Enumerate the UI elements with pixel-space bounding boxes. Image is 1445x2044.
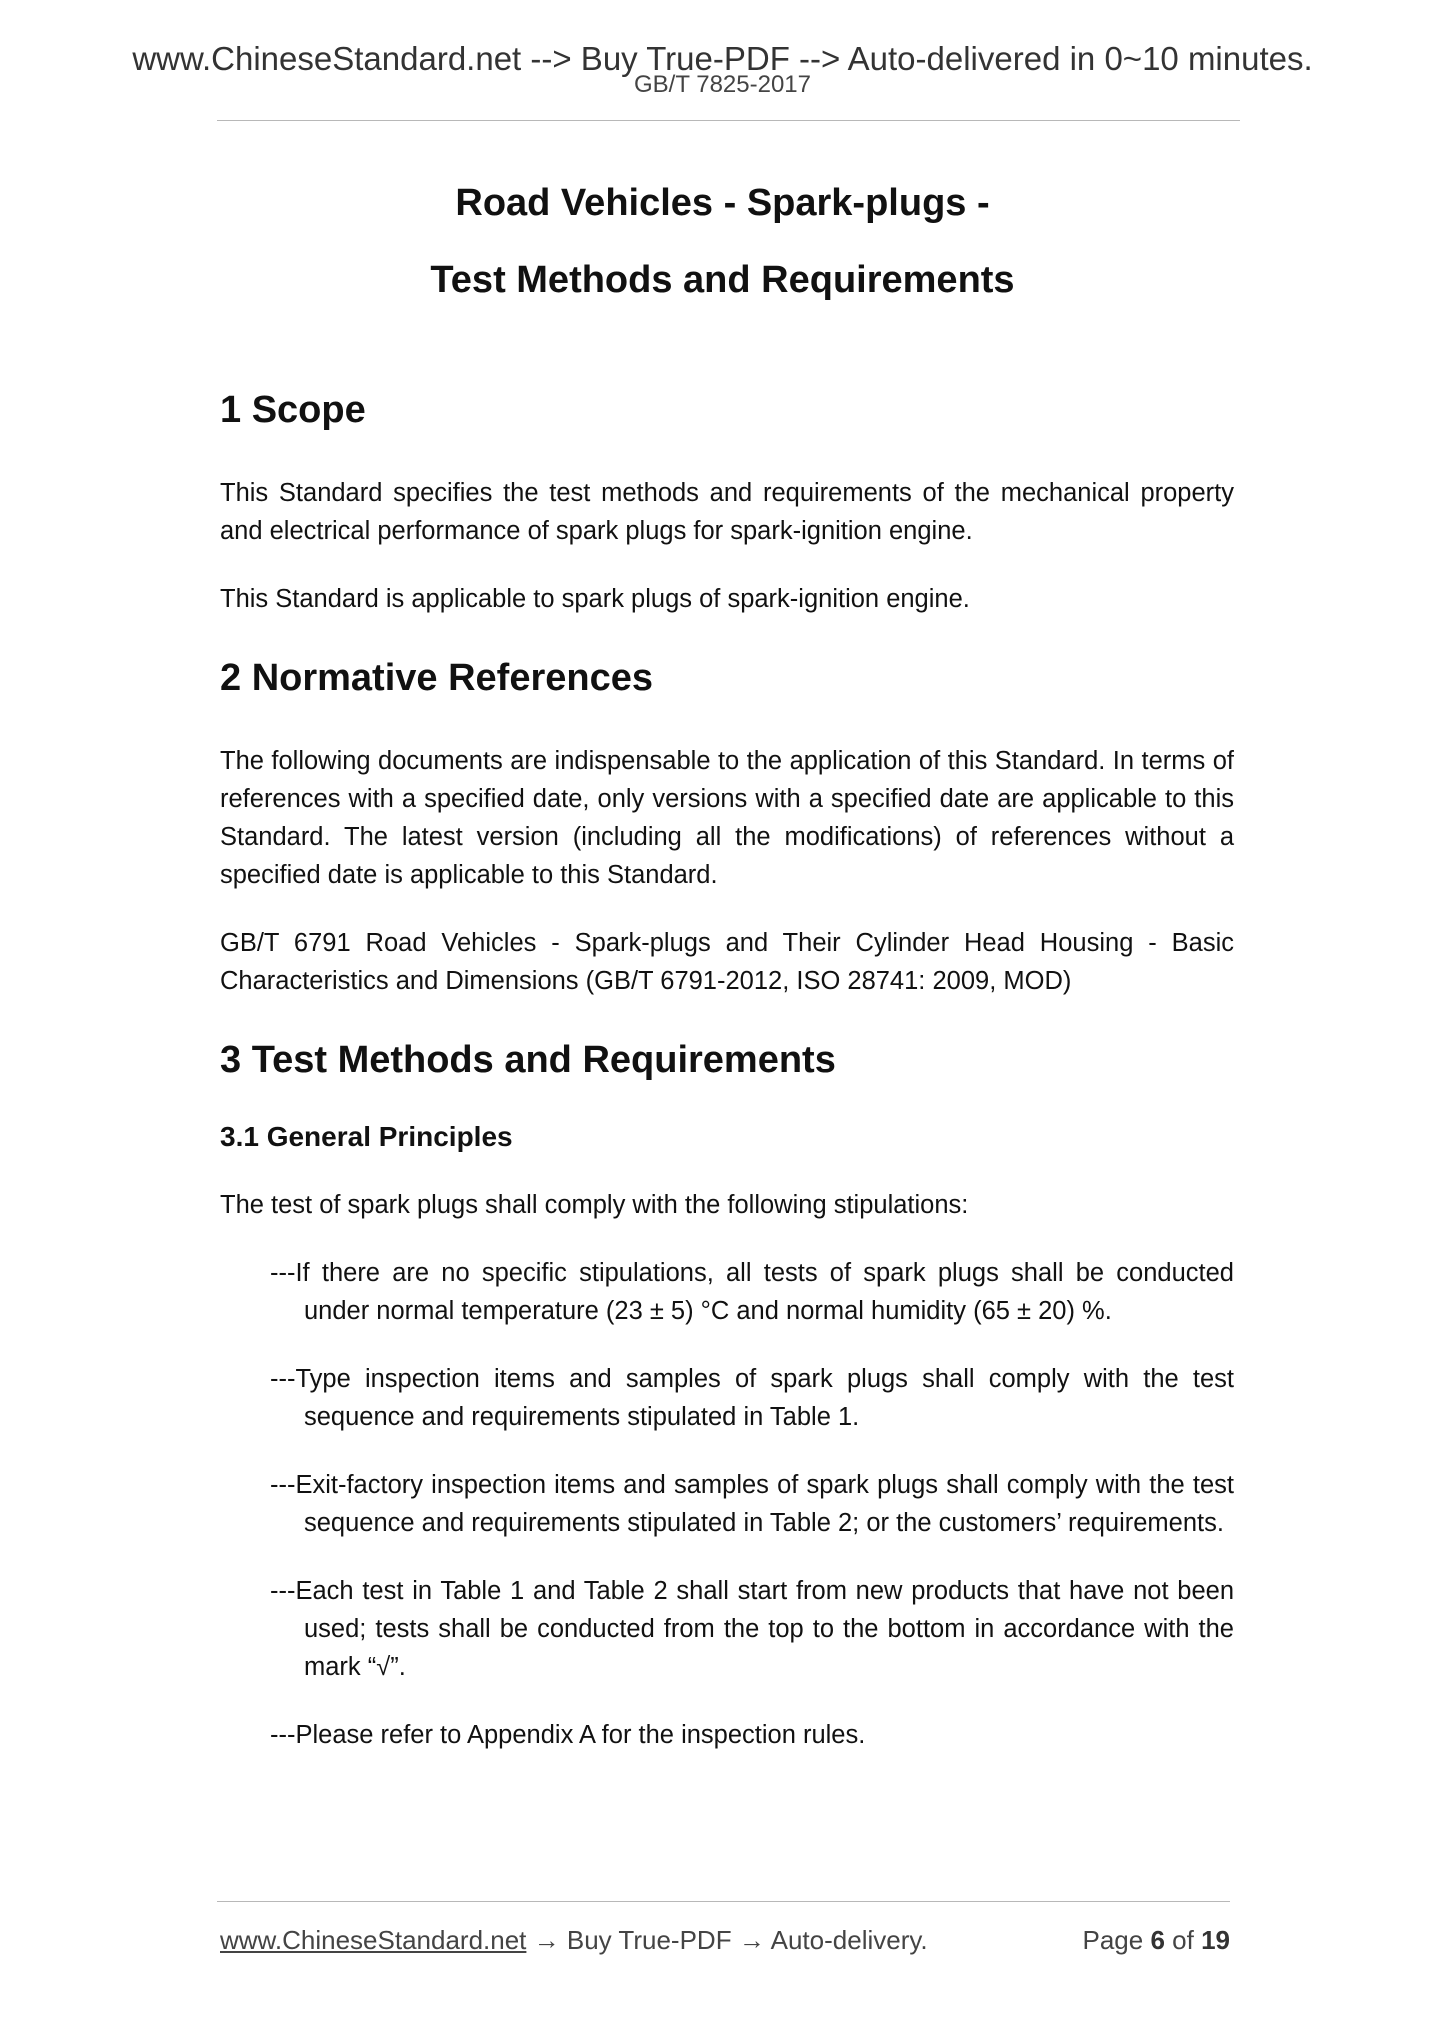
standard-number: GB/T 7825-2017 xyxy=(633,71,811,98)
page-footer xyxy=(220,1922,1230,1958)
scope-paragraph-1: This Standard specifies the test methods and requirements of the mechanical property and electrical performance of spark plugs for spark-ignition engine. xyxy=(220,479,1234,545)
document-title-line-1: Road Vehicles - Spark-plugs - xyxy=(455,182,990,224)
general-principles-intro: The test of spark plugs shall comply with the following stipulations: xyxy=(220,1191,969,1219)
footer-divider xyxy=(217,1901,1230,1902)
document-body xyxy=(220,388,1234,1754)
document-title-line-2: Test Methods and Requirements xyxy=(430,259,1015,301)
section-heading-normative-references: 2 Normative References xyxy=(220,657,653,699)
page-current: 6 xyxy=(1150,1925,1165,1955)
footer-promo xyxy=(220,1922,928,1958)
list-item: ---Each test in Table 1 and Table 2 shall start from new products that have not been used; tests shall be conducted from the top to the bottom in accordance with the mark “√”. xyxy=(270,1577,1234,1681)
header-divider xyxy=(217,120,1240,121)
section-heading-scope: 1 Scope xyxy=(220,389,366,431)
footer-delivery-text: Auto-delivery. xyxy=(770,1925,928,1955)
page-of-label: of xyxy=(1172,1925,1194,1955)
top-banner: www.ChineseStandard.net --> Buy True-PDF --> Auto-delivered in 0~10 minutes. xyxy=(132,40,1313,77)
page-label: Page xyxy=(1082,1925,1144,1955)
arrow-right-icon: → xyxy=(738,1925,765,1955)
scope-paragraph-2: This Standard is applicable to spark plugs of spark-ignition engine. xyxy=(220,585,970,613)
list-item: ---Type inspection items and samples of spark plugs shall comply with the test sequence and requirements stipulated in Table 1. xyxy=(270,1365,1234,1431)
list-item: ---Please refer to Appendix A for the inspection rules. xyxy=(270,1721,866,1749)
arrow-right-icon: → xyxy=(533,1925,560,1955)
footer-buy-text: Buy True-PDF xyxy=(566,1925,732,1955)
page-indicator xyxy=(1082,1922,1230,1958)
page-total: 19 xyxy=(1201,1925,1230,1955)
list-item: ---If there are no specific stipulations, all tests of spark plugs shall be conducted under normal temperature (23 ± 5) °C and normal humidity (65 ± 20) %. xyxy=(270,1259,1234,1325)
list-item: ---Exit-factory inspection items and samples of spark plugs shall comply with the test sequence and requirements stipulated in Table 2; or the customers’ requirements. xyxy=(270,1471,1234,1537)
section-heading-test-methods: 3 Test Methods and Requirements xyxy=(220,1039,836,1081)
normative-reference-gbt-6791: GB/T 6791 Road Vehicles - Spark-plugs and Their Cylinder Head Housing - Basic Characteristics and Dimensions (GB/T 6791-2012, ISO 28741: 2009, MOD) xyxy=(220,929,1234,995)
subsection-heading-general-principles: 3.1 General Principles xyxy=(220,1121,513,1152)
normative-paragraph-1: The following documents are indispensable to the application of this Standard. In terms of references with a specified date, only versions with a specified date are applicable to this Standard. The latest version (including all the modifications) of references without a specified date is applicable to this Standard. xyxy=(220,747,1234,889)
footer-site-link[interactable]: www.ChineseStandard.net xyxy=(220,1925,527,1955)
